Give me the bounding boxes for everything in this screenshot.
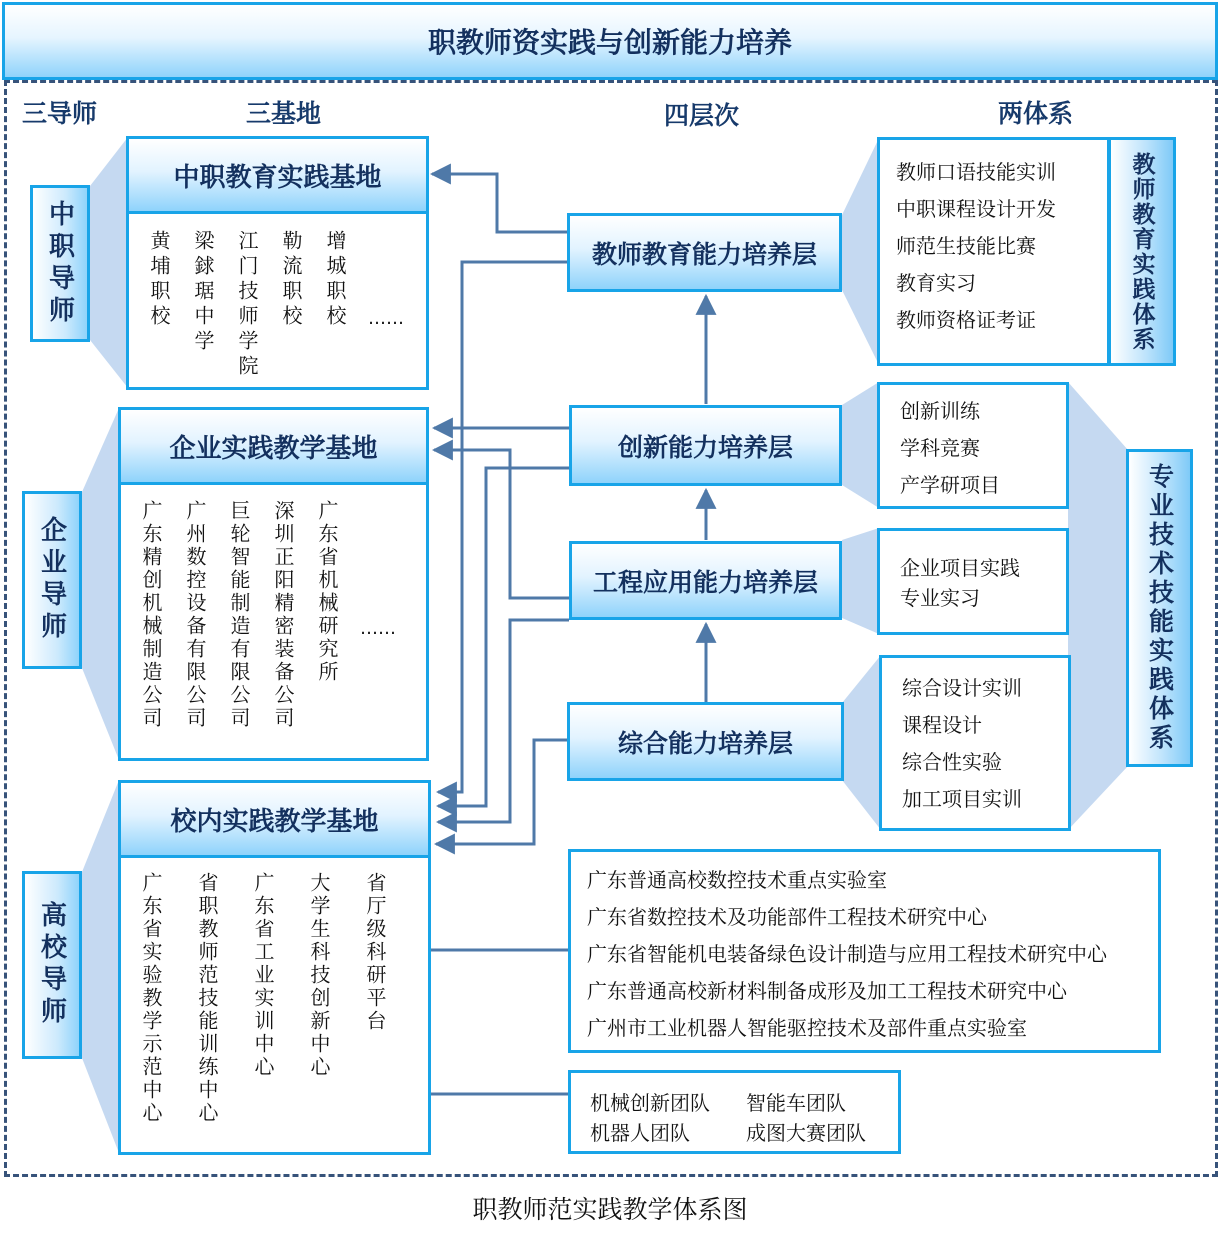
column-mentors: 三导师 [22, 99, 98, 128]
level-item: 加工项目实训 [902, 787, 1022, 811]
base-enterprise-title: 企业实践教学基地 [118, 407, 429, 485]
level-item: 企业项目实践 [900, 556, 1020, 580]
base-item: 江门技师学院 [235, 230, 259, 380]
mentor-zhongzhi: 中职导师 [30, 185, 90, 342]
platform-item: 广东省数控技术及功能部件工程技术研究中心 [587, 905, 987, 929]
base-item: 增城职校 [323, 230, 347, 330]
base-item: 省厅级科研平台 [363, 872, 387, 1033]
base-item: 勒流职校 [279, 230, 303, 330]
figure-caption: 职教师范实践教学体系图 [472, 1195, 748, 1224]
column-systems: 两体系 [998, 99, 1074, 128]
level-item: 课程设计 [902, 713, 982, 737]
level-item: 创新训练 [900, 399, 980, 423]
base-zhongzhi-title: 中职教育实践基地 [126, 136, 429, 214]
level-item: 产学研项目 [900, 473, 1000, 497]
research-platforms [568, 849, 1161, 1053]
system-teacher-education: 教师教育实践体系 [1108, 137, 1176, 366]
team-item: 智能车团队 [746, 1091, 846, 1115]
column-levels: 四层次 [664, 101, 740, 130]
mentor-university: 高校导师 [22, 871, 82, 1059]
level-item: 教师资格证考证 [896, 308, 1036, 332]
team-item: 机械创新团队 [590, 1091, 710, 1115]
base-item: 大学生科技创新中心 [307, 872, 331, 1079]
platform-item: 广东普通高校数控技术重点实验室 [587, 868, 887, 892]
level-3-items [877, 528, 1069, 635]
level-innovation: 创新能力培养层 [569, 405, 842, 486]
base-zhongzhi-list [126, 216, 429, 386]
platform-item: 广东普通高校新材料制备成形及加工工程技术研究中心 [587, 979, 1067, 1003]
base-item: 广东省机械研究所 [315, 500, 339, 684]
base-school-list [118, 858, 431, 1150]
mentor-enterprise: 企业导师 [22, 491, 82, 669]
team-item: 成图大赛团队 [746, 1121, 866, 1145]
base-enterprise-list [118, 486, 429, 756]
level-item: 中职课程设计开发 [896, 197, 1056, 221]
base-item: 深圳正阳精密装备公司 [271, 500, 295, 730]
base-item: 巨轮智能制造有限公司 [227, 500, 251, 730]
level-item: 教师口语技能实训 [896, 160, 1056, 184]
main-title: 职教师资实践与创新能力培养 [2, 2, 1218, 80]
level-1-items [877, 137, 1110, 366]
level-item: 教育实习 [896, 271, 976, 295]
level-item: 专业实习 [900, 586, 980, 610]
base-item: 省职教师范技能训练中心 [195, 872, 219, 1125]
base-item: 广东省工业实训中心 [251, 872, 275, 1079]
team-item: 机器人团队 [590, 1121, 690, 1145]
level-item: 师范生技能比赛 [896, 234, 1036, 258]
level-4-items [879, 655, 1071, 831]
level-item: 综合性实验 [902, 750, 1002, 774]
base-item: 梁銶琚中学 [191, 230, 215, 355]
base-item: 广东精创机械制造公司 [139, 500, 163, 730]
level-item: 综合设计实训 [902, 676, 1022, 700]
platform-item: 广州市工业机器人智能驱控技术及部件重点实验室 [587, 1016, 1027, 1040]
base-item: 广州数控设备有限公司 [183, 500, 207, 730]
more-ellipsis: …… [360, 617, 396, 639]
system-professional-skills: 专业技术技能实践体系 [1126, 449, 1193, 767]
base-school-title: 校内实践教学基地 [118, 780, 431, 858]
level-2-items [877, 382, 1069, 509]
column-bases: 三基地 [246, 99, 322, 128]
level-teacher-education: 教师教育能力培养层 [567, 213, 842, 292]
level-item: 学科竞赛 [900, 436, 980, 460]
level-engineering: 工程应用能力培养层 [569, 541, 842, 620]
base-item: 广东省实验教学示范中心 [139, 872, 163, 1125]
level-comprehensive: 综合能力培养层 [567, 702, 844, 781]
platform-item: 广东省智能机电装备绿色设计制造与应用工程技术研究中心 [587, 942, 1107, 966]
more-ellipsis: …… [368, 307, 404, 329]
base-item: 黄埔职校 [147, 230, 171, 330]
